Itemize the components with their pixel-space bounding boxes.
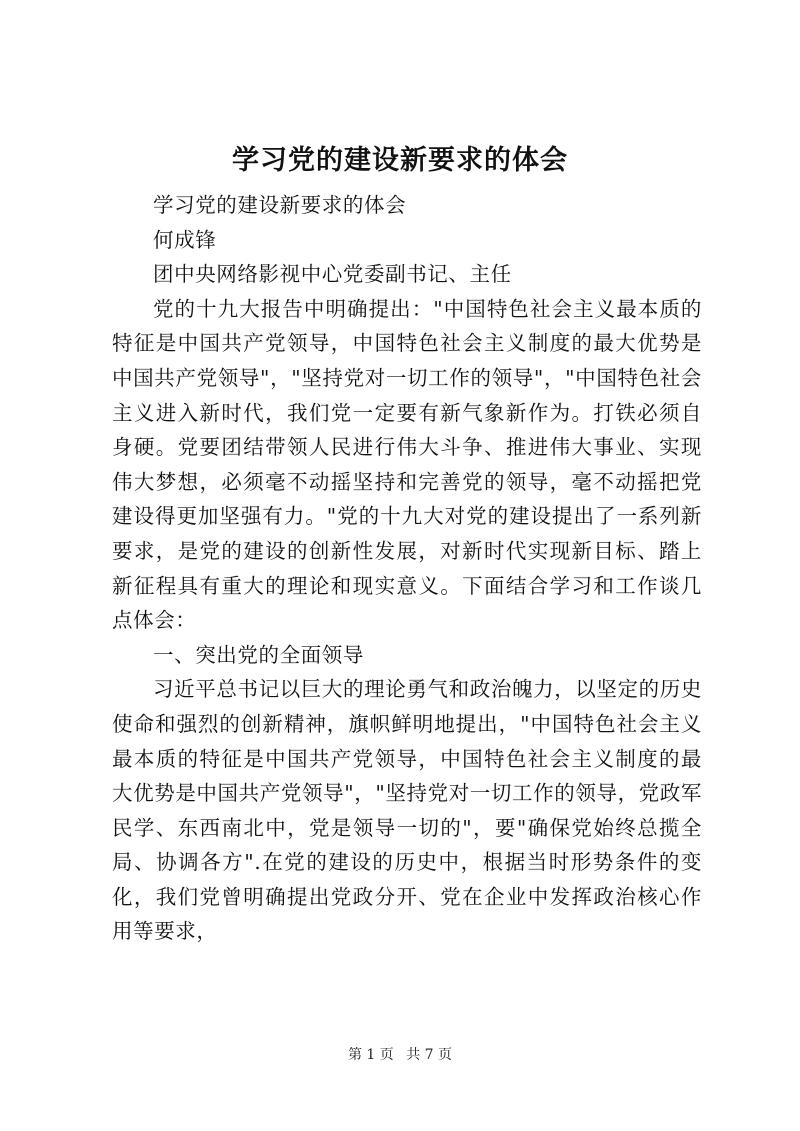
page-number: 第 1 页 (347, 1047, 394, 1063)
author-name: 何成锋 (153, 227, 217, 252)
intro-paragraph: 党的十九大报告中明确提出："中国特色社会主义最本质的特征是中国共产党领导，中国特色社会主义制度的最大优势是中国共产党领导"，"坚持党对一切工作的领导"，"中国特色社会主义进入新时代，我们党一定要有新气象新作为。打铁必须自身硬。党要团结带领人民进行伟大斗争、推进伟大事业、实现伟大梦想，必须毫不动摇坚持和完善党的领导，毫不动摇把党建设得更加坚强有力。"党的十九大对党的建设提出了一系列新要求，是党的建设的创新性发展，对新时代实现新目标、踏上新征程具有重大的理论和现实意义。下面结合学习和工作谈几点体会： (112, 296, 702, 633)
section-heading: 一、突出党的全面领导 (153, 642, 364, 667)
subtitle-paragraph: 学习党的建设新要求的体会 (153, 193, 407, 217)
author-position: 团中央网络影视中心党委副书记、主任 (153, 262, 512, 287)
page-total: 共 7 页 (406, 1047, 453, 1063)
section-paragraph: 习近平总书记以巨大的理论勇气和政治魄力，以坚定的历史使命和强烈的创新精神，旗帜鲜明地提出，"中国特色社会主义最本质的特征是中国共产党领导，中国特色社会主义制度的最大优势是中国共产党领导"，"坚持党对一切工作的领导，党政军民学、东西南北中，党是领导一切的"，要"确保党始终总揽全局、协调各方".在党的建设的历史中，根据当时形势条件的变化，我们党曾明确提出党政分开、党在企业中发挥政治核心作用等要求， (112, 677, 702, 944)
page-footer (0, 1044, 800, 1064)
document-body (112, 188, 702, 949)
document-title: 学习党的建设新要求的体会 (232, 145, 568, 176)
